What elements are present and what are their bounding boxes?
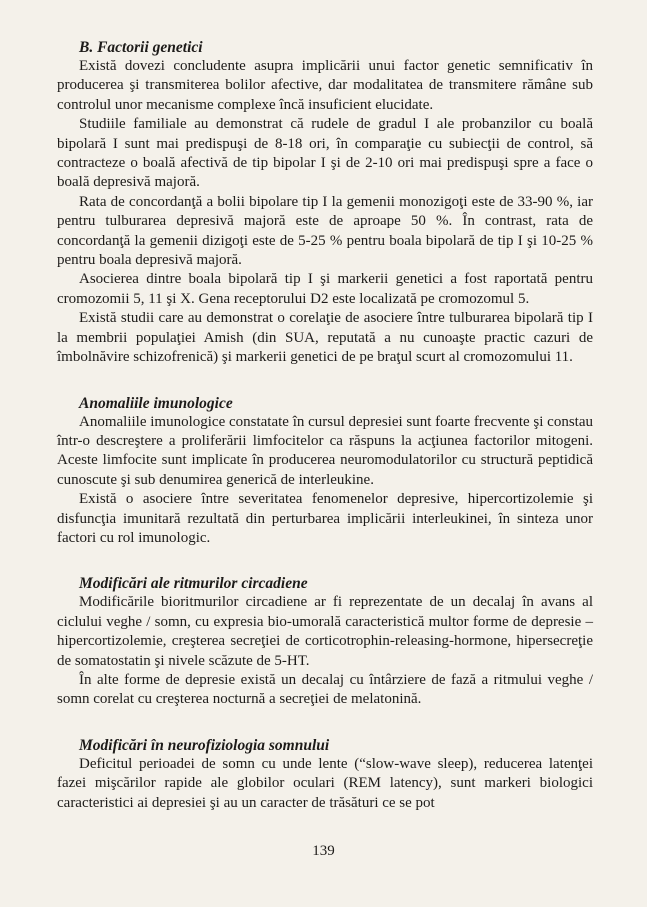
section-gap	[57, 710, 593, 726]
paragraph: Anomaliile imunologice constatate în cursul depresiei sunt foarte frecvente şi constau într-o descreştere a proliferării limfocitelor ca răspuns la acţiunea factorilor mitogeni. Aceste limfocite sunt implicate în producerea neuromodulatorilor cu structură peptidică cunoscute şi sub denumirea generică de interleukine.	[57, 413, 593, 488]
paragraph: Asocierea dintre boala bipolară tip I şi markerii genetici a fost raportată pentru cromozomii 5, 11 şi X. Gena receptorului D2 este localizată pe cromozomul 5.	[57, 271, 593, 307]
section-heading-genetic-factors: B. Factorii genetici	[79, 39, 203, 56]
section-heading-circadian: Modificări ale ritmurilor circadiene	[79, 575, 308, 593]
paragraph: Deficitul perioadei de somn cu unde lente (“slow-wave sleep), reducerea latenţei fazei mişcărilor rapide ale globilor oculari (REM latency), sunt markeri biologici caracteristici ai depresiei şi au un caracter de trăsături ce se pot	[57, 755, 593, 811]
paragraph: Există studii care au demonstrat o corelaţie de asociere între tulburarea bipolară tip I la membrii populaţiei Amish (din SUA, reputată a nu cunoaşte practic cazuri de îmbolnăvire schizofrenică) şi markerii genetici de pe braţul scurt al cromozomului 11.	[57, 310, 593, 366]
paragraph: Modificările bioritmurilor circadiene ar fi reprezentate de un decalaj în avans al ciclului veghe / somn, cu expresia bio-umorală caracteristică multor forme de depresie – hipercortizolemie, creşterea secreţiei de corticotrophin-releasing-hormone, hipersecreţie de somatostatin şi nivele scăzute de 5-HT.	[57, 594, 593, 669]
paragraph: Studiile familiale au demonstrat că rudele de gradul I ale probanzilor cu boală bipolară I sunt mai predispuşi de 8-18 ori, în comparaţie cu subiecţii de control, să contracteze o boală afectivă de tip bipolar I şi de 2-10 ori mai predispuşi spre a face o boală depresivă majoră.	[57, 116, 593, 191]
section-gap	[57, 548, 593, 564]
paragraph: În alte forme de depresie există un decalaj cu întârziere de fază a ritmului veghe / somn corelat cu creşterea nocturnă a secreţiei de melatonină.	[57, 671, 593, 708]
paragraph: Există o asociere între severitatea fenomenelor depresive, hipercortizolemie şi disfuncţia imunitară rezultată din perturbarea implicării interleukinei, în sinteza unor factori cu rol imunologic.	[57, 491, 593, 546]
page-number: 139	[312, 843, 335, 859]
text-column	[57, 28, 593, 813]
paragraph: Există dovezi concludente asupra implicării unui factor genetic semnificativ în producerea şi transmiterea bolilor afective, dar modalitatea de transmitere rămâne sub controlul unor mecanisme complexe încă insuficient elucidate.	[57, 58, 593, 113]
section-heading-immunologic: Anomaliile imunologice	[79, 394, 233, 412]
section-heading-sleep: Modificări în neurofiziologia somnului	[79, 736, 330, 754]
paragraph: Rata de concordanţă a bolii bipolare tip I la gemenii monozigoţi este de 33-90 %, iar pentru tulburarea depresivă majoră este de aproape 50 %. În contrast, rata de concordanţă la gemenii dizigoţi este de 5-25 % pentru boala bipolară de tip I şi 10-25 % pentru boala depresivă majoră.	[57, 193, 593, 269]
section-gap	[57, 368, 593, 384]
